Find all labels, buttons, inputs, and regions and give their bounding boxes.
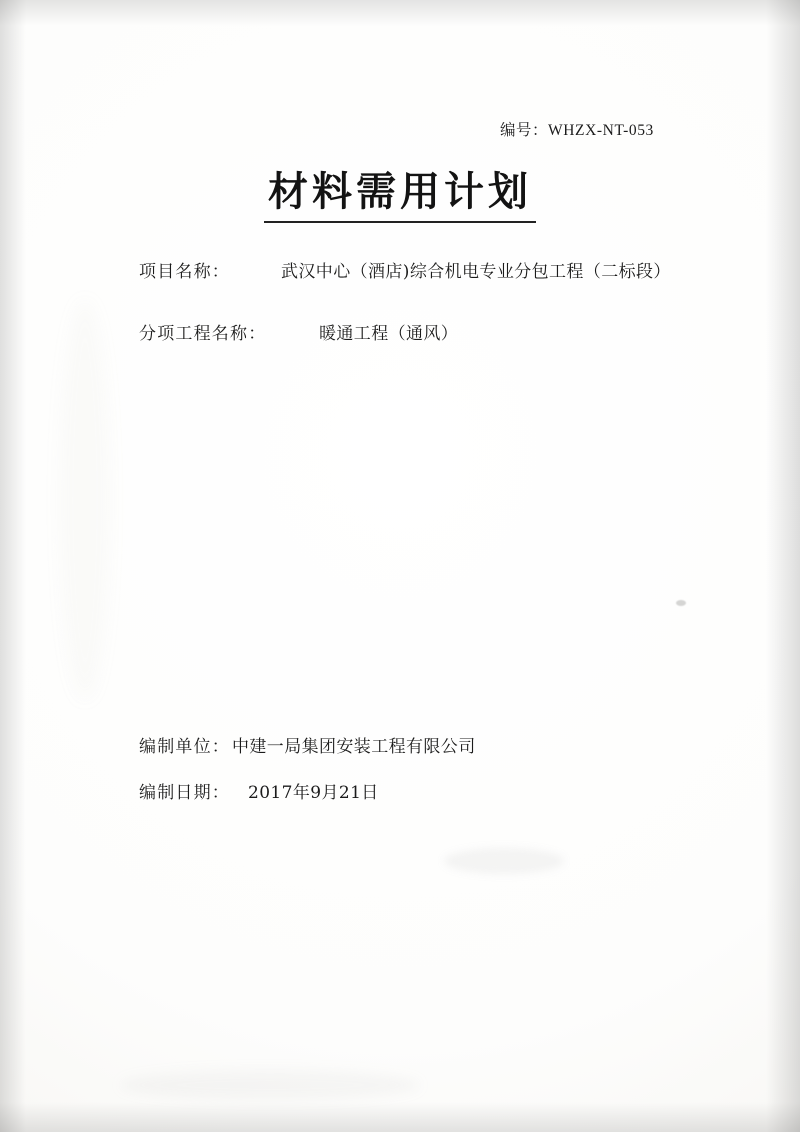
field-subproject-name-value: 暖通工程（通风）	[319, 324, 459, 344]
field-prepared-date	[139, 778, 699, 803]
scan-artifact-smudge	[60, 300, 110, 700]
field-subproject-name	[139, 320, 699, 348]
field-project-name	[139, 258, 699, 286]
scan-artifact-smudge	[444, 848, 564, 874]
field-prepared-date-value: 2017年9月21日	[248, 783, 379, 803]
page-title-text: 材料需用计划	[264, 168, 536, 223]
page-edge-shadow-top	[0, 0, 800, 26]
field-project-name-label: 项目名称：	[139, 262, 230, 282]
field-prepared-by-value: 中建一局集团安装工程有限公司	[232, 737, 476, 757]
document-number	[500, 118, 654, 140]
document-number-label: 编号：	[500, 121, 549, 139]
scan-artifact-speck	[676, 600, 686, 606]
page-edge-shadow-bottom	[0, 1102, 800, 1132]
document-number-value: WHZX-NT-053	[548, 122, 654, 139]
page-title	[0, 168, 800, 223]
scan-artifact-smudge	[120, 1070, 420, 1100]
field-subproject-name-label: 分项工程名称：	[139, 324, 267, 344]
field-prepared-date-label: 编制日期：	[139, 783, 230, 803]
field-prepared-by	[139, 732, 699, 757]
field-project-name-value: 武汉中心（酒店)综合机电专业分包工程（二标段）	[281, 262, 671, 282]
field-prepared-by-label: 编制单位：	[139, 737, 230, 757]
